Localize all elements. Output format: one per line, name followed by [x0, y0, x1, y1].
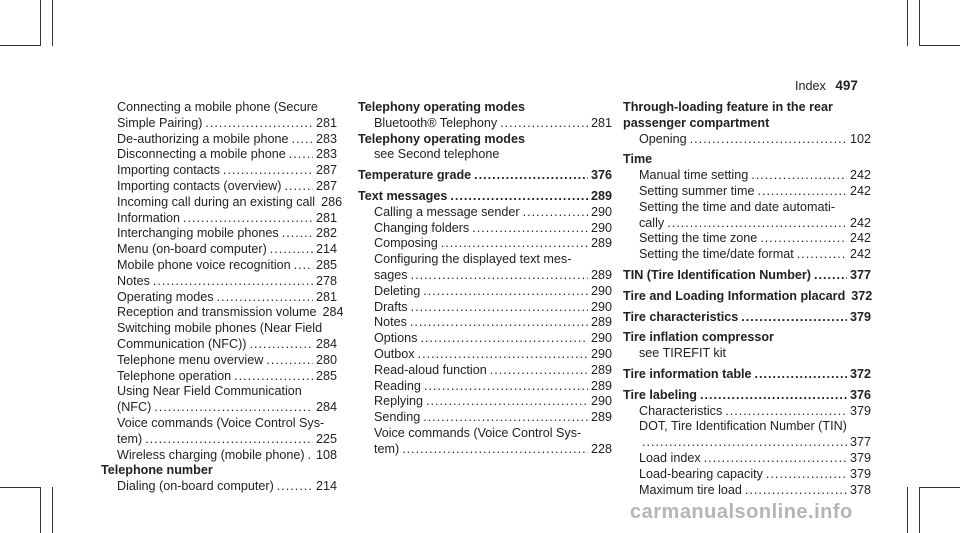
page-reference[interactable]: 379 — [849, 309, 871, 324]
index-column-2 — [358, 100, 612, 458]
page-reference[interactable]: 284 — [315, 336, 337, 351]
entry-label: Disconnecting a mobile phone — [117, 147, 286, 162]
dot-leader — [745, 483, 847, 499]
index-entry — [358, 168, 612, 184]
index-entry — [358, 236, 612, 252]
page-reference[interactable]: 289 — [590, 410, 612, 425]
dot-leader — [642, 435, 847, 451]
index-entry — [358, 331, 612, 347]
index-entry — [358, 221, 612, 237]
index-entry — [623, 289, 871, 305]
index-heading: passenger compartment — [623, 115, 770, 130]
crop-mark — [52, 0, 53, 46]
index-heading: Through-loading feature in the rear — [623, 100, 833, 114]
crop-mark — [40, 0, 41, 46]
page-reference[interactable]: 290 — [590, 299, 612, 314]
crop-mark — [0, 45, 41, 46]
entry-label: Tire information table — [623, 366, 752, 381]
entry-label: Load index — [639, 450, 701, 465]
dot-leader — [741, 310, 847, 326]
dot-leader — [217, 290, 313, 306]
index-entry — [101, 400, 337, 416]
page-reference[interactable]: 214 — [315, 242, 337, 257]
watermark: carmanualsonline.info — [630, 501, 853, 523]
entry-label: Temperature grade — [358, 168, 472, 183]
index-entry-text: see Second telephone — [374, 147, 500, 162]
entry-label: Mobile phone voice recognition — [117, 257, 291, 272]
index-entry — [101, 290, 337, 306]
index-entry — [101, 274, 337, 290]
entry-label: Drafts — [374, 299, 408, 314]
index-entry — [358, 205, 612, 221]
page-reference[interactable]: 242 — [849, 247, 871, 262]
page-reference[interactable]: 281 — [315, 289, 337, 304]
index-entry-text: Switching mobile phones (Near Field — [117, 321, 323, 336]
entry-label: Changing folders — [374, 220, 470, 235]
index-entry — [101, 305, 344, 321]
page-reference[interactable]: 372 — [849, 366, 871, 381]
entry-label: Wireless charging (mobile phone) — [117, 447, 305, 462]
entry-label: Tire labeling — [623, 387, 697, 402]
page-reference[interactable]: 289 — [590, 267, 612, 282]
page-reference[interactable]: 282 — [315, 226, 337, 241]
entry-label: Importing contacts (overview) — [117, 178, 282, 193]
index-entry — [358, 363, 612, 379]
index-entry — [101, 337, 337, 353]
index-entry-text: see TIREFIT kit — [639, 346, 727, 361]
entry-label: Dialing (on-board computer) — [117, 479, 274, 494]
index-entry — [101, 211, 337, 227]
entry-label: cally — [639, 215, 665, 230]
index-entry — [623, 231, 871, 247]
dot-leader — [426, 394, 588, 410]
page-reference[interactable]: 283 — [315, 147, 337, 162]
dot-leader — [423, 284, 588, 300]
entry-label: Sending — [374, 410, 421, 425]
dot-leader — [205, 116, 313, 132]
crop-mark — [919, 487, 920, 533]
index-entry — [623, 310, 871, 326]
dot-leader — [282, 226, 313, 242]
index-entry — [623, 483, 871, 499]
page-reference[interactable]: 378 — [849, 482, 871, 497]
entry-label: Simple Pairing) — [117, 115, 203, 130]
page-reference[interactable]: 242 — [849, 215, 871, 230]
page-reference[interactable]: 108 — [315, 447, 337, 462]
entry-label: Incoming call during an existing call — [117, 194, 316, 209]
index-entry — [623, 404, 871, 420]
index-entry — [101, 194, 343, 211]
entry-label: Text messages — [358, 188, 448, 203]
index-entry — [101, 147, 337, 163]
entry-label: Communication (NFC)) — [117, 336, 247, 351]
page-reference[interactable]: 285 — [315, 368, 337, 383]
dot-leader — [292, 132, 313, 148]
entry-label: tem) — [117, 431, 143, 446]
entry-label: Notes — [374, 315, 407, 330]
page-reference[interactable]: 290 — [590, 394, 612, 409]
page-reference[interactable]: 102 — [849, 131, 871, 146]
page-reference[interactable]: 287 — [315, 163, 337, 178]
index-entry — [358, 442, 612, 458]
index-entry — [358, 268, 612, 284]
entry-label: Menu (on-board computer) — [117, 242, 267, 257]
entry-label: Reading — [374, 378, 421, 393]
page-reference[interactable]: 290 — [590, 283, 612, 298]
index-entry — [358, 379, 612, 395]
page-reference[interactable]: 281 — [590, 115, 612, 130]
dot-leader — [704, 451, 847, 467]
dot-leader — [277, 479, 313, 495]
dot-leader — [402, 442, 588, 458]
entry-label: Tire and Loading Information placard — [623, 288, 846, 303]
page-reference[interactable]: 281 — [315, 210, 337, 225]
index-entry — [101, 226, 337, 242]
entry-label: Deleting — [374, 283, 421, 298]
entry-label: Tire characteristics — [623, 309, 739, 324]
crop-mark — [907, 0, 908, 46]
crop-mark — [40, 487, 41, 533]
dot-leader — [423, 410, 588, 426]
entry-label: sages — [374, 267, 408, 282]
entry-label: Telephone menu overview — [117, 352, 264, 367]
page-reference[interactable]: 290 — [590, 331, 612, 346]
dot-leader — [450, 189, 588, 205]
dot-leader — [490, 363, 588, 379]
page-reference[interactable]: 278 — [315, 273, 337, 288]
entry-label: Setting summer time — [639, 183, 755, 198]
dot-leader — [760, 231, 847, 247]
index-entry — [101, 432, 337, 448]
entry-label: Maximum tire load — [639, 482, 742, 497]
page-reference[interactable]: 242 — [849, 231, 871, 246]
page-reference[interactable]: 214 — [315, 479, 337, 494]
page-reference[interactable]: 284 — [322, 305, 344, 320]
entry-label: Notes — [117, 273, 150, 288]
dot-leader — [289, 147, 313, 163]
index-entry-text: Using Near Field Communication — [117, 384, 302, 399]
entry-label: Calling a message sender — [374, 204, 520, 219]
dot-leader — [690, 132, 847, 148]
dot-leader — [500, 116, 588, 132]
dot-leader — [424, 379, 588, 395]
dot-leader — [249, 337, 313, 353]
index-entry-text: Configuring the displayed text mes- — [374, 252, 572, 267]
crop-mark — [52, 487, 53, 533]
dot-leader — [308, 448, 313, 464]
entry-label: Read-aloud function — [374, 362, 487, 377]
index-entry-text: Voice commands (Voice Control Sys- — [117, 415, 325, 430]
index-entry — [101, 179, 337, 195]
index-entry — [623, 132, 871, 148]
page-reference[interactable]: 289 — [590, 378, 612, 393]
page-reference[interactable]: 225 — [315, 431, 337, 446]
page-reference[interactable]: 287 — [315, 178, 337, 193]
page-reference[interactable]: 377 — [849, 267, 871, 282]
index-entry — [101, 163, 337, 179]
index-entry — [358, 410, 612, 426]
dot-leader — [153, 274, 313, 290]
entry-label: Reception and transmission volume — [117, 305, 317, 320]
page-reference[interactable]: 289 — [590, 236, 612, 251]
index-entry — [358, 116, 612, 132]
index-column-3 — [623, 100, 871, 498]
dot-leader — [474, 168, 588, 184]
index-entry — [623, 184, 871, 200]
entry-label: Replying — [374, 394, 424, 409]
page-reference[interactable]: 285 — [315, 257, 337, 272]
page-reference[interactable]: 290 — [590, 220, 612, 235]
crop-mark — [907, 487, 908, 533]
index-entry — [623, 216, 871, 232]
dot-leader — [441, 236, 588, 252]
dot-leader — [757, 184, 847, 200]
entry-label: Bluetooth® Telephony — [374, 115, 498, 130]
dot-leader — [183, 211, 313, 227]
index-entry-text: Connecting a mobile phone (Secure — [117, 100, 318, 114]
index-entry — [358, 347, 612, 363]
crop-mark — [919, 487, 960, 488]
index-entry — [101, 369, 337, 385]
dot-leader — [797, 247, 847, 263]
entry-label: Options — [374, 331, 418, 346]
dot-leader — [755, 367, 847, 383]
index-entry-text: Voice commands (Voice Control Sys- — [374, 425, 582, 440]
page-reference[interactable]: 377 — [849, 435, 871, 450]
index-entry — [623, 451, 871, 467]
index-entry — [358, 315, 612, 331]
dot-leader — [234, 369, 313, 385]
index-entry — [358, 189, 612, 205]
page-reference[interactable]: 379 — [849, 403, 871, 418]
dot-leader — [266, 353, 313, 369]
index-entry — [358, 284, 612, 300]
dot-leader — [294, 258, 313, 274]
crop-mark — [919, 45, 960, 46]
dot-leader — [725, 404, 847, 420]
index-entry — [101, 479, 337, 495]
dot-leader — [411, 300, 588, 316]
index-entry — [623, 367, 871, 383]
index-entry — [101, 116, 337, 132]
dot-leader — [418, 347, 588, 363]
index-entry — [623, 268, 871, 284]
index-entry — [623, 247, 871, 263]
entry-label: Outbox — [374, 346, 415, 361]
dot-leader — [523, 205, 588, 221]
crop-mark — [919, 0, 920, 46]
page-reference[interactable]: 284 — [315, 400, 337, 415]
entry-label: Interchanging mobile phones — [117, 226, 279, 241]
dot-leader — [420, 331, 588, 347]
entry-label: De-authorizing a mobile phone — [117, 131, 289, 146]
entry-label: TIN (Tire Identification Number) — [623, 267, 811, 282]
entry-label: Operating modes — [117, 289, 214, 304]
entry-label: Setting the time/date format — [639, 247, 794, 262]
index-heading: Telephone number — [101, 463, 213, 478]
dot-leader — [411, 268, 588, 284]
index-heading: Time — [623, 152, 653, 167]
dot-leader — [223, 163, 313, 179]
entry-label: Manual time setting — [639, 168, 749, 183]
page-reference[interactable]: 376 — [849, 387, 871, 402]
dot-leader — [284, 179, 313, 195]
page-reference[interactable]: 372 — [851, 288, 873, 303]
index-entry — [101, 448, 337, 464]
index-entry — [101, 353, 337, 369]
crop-mark — [0, 487, 41, 488]
index-entry — [623, 168, 871, 184]
page-reference[interactable]: 286 — [321, 194, 343, 209]
entry-label: Telephone operation — [117, 368, 232, 383]
dot-leader — [667, 216, 847, 232]
dot-leader — [410, 315, 588, 331]
index-heading: Tire inflation compressor — [623, 330, 774, 345]
page-header — [795, 78, 858, 93]
index-entry-text: DOT, Tire Identification Number (TIN) — [639, 419, 847, 434]
index-column-1 — [101, 100, 344, 495]
index-entry — [358, 300, 612, 316]
page-reference[interactable]: 290 — [590, 204, 612, 219]
index-entry — [101, 242, 337, 258]
entry-label: Characteristics — [639, 403, 723, 418]
page-reference[interactable]: 280 — [315, 352, 337, 367]
index-entry-text: Setting the time and date automati- — [639, 199, 836, 214]
index-heading: Telephony operating modes — [358, 100, 526, 114]
section-title: Index — [795, 79, 826, 93]
index-entry — [101, 258, 337, 274]
page-reference[interactable]: 379 — [849, 450, 871, 465]
page-reference[interactable]: 290 — [590, 346, 612, 361]
page-reference[interactable]: 379 — [849, 466, 871, 481]
entry-label: Importing contacts — [117, 163, 220, 178]
index-entry — [623, 435, 871, 451]
index-entry — [358, 394, 612, 410]
page-reference[interactable]: 289 — [590, 188, 612, 203]
dot-leader — [814, 268, 847, 284]
page-reference[interactable]: 228 — [590, 441, 612, 456]
page-reference[interactable]: 289 — [590, 362, 612, 377]
entry-label: Composing — [374, 236, 438, 251]
entry-label: tem) — [374, 441, 400, 456]
dot-leader — [700, 388, 847, 404]
entry-label: Load-bearing capacity — [639, 466, 763, 481]
entry-label: (NFC) — [117, 400, 152, 415]
dot-leader — [472, 221, 588, 237]
index-entry — [101, 132, 337, 148]
dot-leader — [270, 242, 313, 258]
page-reference[interactable]: 242 — [849, 183, 871, 198]
page-reference[interactable]: 283 — [315, 131, 337, 146]
page-reference[interactable]: 376 — [590, 168, 612, 183]
entry-label: Information — [117, 210, 180, 225]
dot-leader — [145, 432, 313, 448]
page-number: 497 — [835, 78, 858, 93]
page-reference[interactable]: 242 — [849, 168, 871, 183]
entry-label: Opening — [639, 131, 687, 146]
dot-leader — [154, 400, 313, 416]
index-entry — [623, 388, 871, 404]
dot-leader — [766, 467, 847, 483]
dot-leader — [751, 168, 847, 184]
index-entry — [623, 467, 871, 483]
page-reference[interactable]: 289 — [590, 315, 612, 330]
page-reference[interactable]: 281 — [315, 115, 337, 130]
entry-label: Setting the time zone — [639, 231, 758, 246]
index-heading: Telephony operating modes — [358, 131, 526, 146]
